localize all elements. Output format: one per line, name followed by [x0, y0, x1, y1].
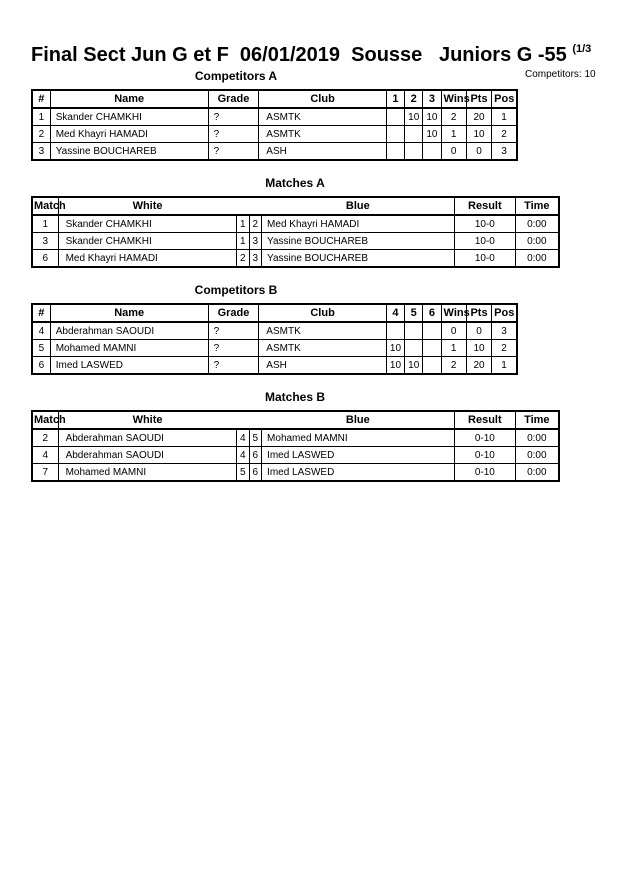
title-text: Final Sect Jun G et F 06/01/2019 Sousse Juniors G -55 [31, 44, 567, 66]
column-header: Time [515, 411, 559, 429]
table-cell: Skander CHAMKHI [58, 233, 236, 250]
column-header: # [32, 90, 50, 108]
table-row [32, 340, 517, 357]
column-header: Pts [466, 304, 491, 322]
column-header: Result [455, 197, 516, 215]
column-header: White [58, 197, 236, 215]
table-cell: 3 [32, 143, 50, 161]
table-cell: 2 [32, 429, 58, 447]
table-cell: 3 [249, 250, 262, 268]
matches-b-table [31, 410, 560, 482]
table-cell: 1 [492, 357, 517, 375]
table-cell: ? [208, 322, 259, 340]
table-cell: 4 [237, 429, 250, 447]
table-row [32, 464, 559, 482]
table-cell: Imed LASWED [50, 357, 208, 375]
column-header: Blue [262, 411, 455, 429]
table-cell: ASMTK [259, 340, 387, 357]
table-cell: 0 [466, 143, 491, 161]
table-cell: Skander CHAMKHI [50, 108, 208, 126]
table-cell: Med Khayri HAMADI [262, 215, 455, 233]
competitors-a-table [31, 89, 518, 161]
table-cell: ? [208, 126, 259, 143]
column-header: Club [259, 90, 387, 108]
table-cell: 6 [32, 357, 50, 375]
competitors-b-title: Competitors B [194, 283, 278, 297]
table-cell: 2 [249, 215, 262, 233]
column-header: Match [32, 411, 58, 429]
column-header: Result [455, 411, 516, 429]
competitors-b-table [31, 303, 518, 375]
table-row [32, 250, 559, 268]
table-cell: 4 [32, 447, 58, 464]
column-header: Name [50, 90, 208, 108]
table-cell [423, 357, 441, 375]
table-cell [423, 340, 441, 357]
table-cell: 2 [492, 126, 517, 143]
matches-a-title: Matches A [265, 176, 325, 190]
table-cell: 7 [32, 464, 58, 482]
table-cell: 0:00 [515, 250, 559, 268]
table-cell: 6 [249, 464, 262, 482]
table-cell: 0:00 [515, 233, 559, 250]
table-cell: 5 [249, 429, 262, 447]
column-header: 4 [386, 304, 404, 322]
table-cell: ? [208, 357, 259, 375]
table-cell: 4 [32, 322, 50, 340]
table-cell: 10 [423, 126, 441, 143]
table-cell [405, 143, 423, 161]
table-cell: ? [208, 143, 259, 161]
column-header: Name [50, 304, 208, 322]
column-header: Pts [466, 90, 491, 108]
table-cell: 5 [237, 464, 250, 482]
table-cell: 3 [32, 233, 58, 250]
table-cell: Yassine BOUCHAREB [262, 233, 455, 250]
table-cell: 0 [466, 322, 491, 340]
table-cell: 1 [237, 215, 250, 233]
table-cell: Yassine BOUCHAREB [50, 143, 208, 161]
table-cell: 2 [441, 108, 466, 126]
table-cell: 10-0 [455, 250, 516, 268]
table-cell: 10 [466, 340, 491, 357]
table-row [32, 215, 559, 233]
header-row [32, 304, 517, 322]
column-header: 5 [405, 304, 423, 322]
table-row [32, 108, 517, 126]
column-header [237, 197, 250, 215]
column-header: 6 [423, 304, 441, 322]
table-cell [423, 143, 441, 161]
table-cell: Abderahman SAOUDI [58, 447, 236, 464]
column-header: # [32, 304, 50, 322]
table-cell: ? [208, 340, 259, 357]
header-row [32, 411, 559, 429]
table-cell [386, 108, 404, 126]
table-cell [386, 143, 404, 161]
matches-a-table [31, 196, 560, 268]
table-cell [386, 126, 404, 143]
table-cell: 10 [386, 357, 404, 375]
table-cell [386, 322, 404, 340]
table-cell: 10 [423, 108, 441, 126]
table-cell: 20 [466, 357, 491, 375]
page-title [31, 44, 591, 67]
table-cell: 2 [32, 126, 50, 143]
page-indicator: (1/3 [572, 43, 592, 55]
table-cell: 10 [466, 126, 491, 143]
table-cell: 6 [249, 447, 262, 464]
table-cell [405, 340, 423, 357]
table-cell: 0:00 [515, 215, 559, 233]
table-cell: Mohamed MAMNI [262, 429, 455, 447]
table-cell: 0:00 [515, 464, 559, 482]
column-header: Wins [441, 90, 466, 108]
column-header: 1 [386, 90, 404, 108]
table-cell: 6 [32, 250, 58, 268]
table-cell: Skander CHAMKHI [58, 215, 236, 233]
table-cell: 1 [237, 233, 250, 250]
table-row [32, 233, 559, 250]
table-cell: 1 [441, 340, 466, 357]
table-row [32, 322, 517, 340]
table-cell: 10 [405, 108, 423, 126]
table-cell: 10-0 [455, 233, 516, 250]
table-cell: Med Khayri HAMADI [58, 250, 236, 268]
table-cell: 0-10 [455, 429, 516, 447]
table-cell: 1 [441, 126, 466, 143]
column-header: 2 [405, 90, 423, 108]
matches-b-title: Matches B [264, 390, 326, 404]
table-cell [405, 322, 423, 340]
table-cell: 0-10 [455, 464, 516, 482]
table-cell: ? [208, 108, 259, 126]
table-row [32, 357, 517, 375]
column-header [237, 411, 250, 429]
table-cell: 0:00 [515, 429, 559, 447]
table-cell: 10 [386, 340, 404, 357]
table-cell: 0:00 [515, 447, 559, 464]
header-row [32, 90, 517, 108]
competitors-count: Competitors: 10 [525, 69, 596, 80]
table-cell [423, 322, 441, 340]
column-header: Time [515, 197, 559, 215]
table-cell: Imed LASWED [262, 464, 455, 482]
competitors-a-title: Competitors A [194, 69, 278, 83]
column-header: 3 [423, 90, 441, 108]
table-cell: 1 [492, 108, 517, 126]
table-cell: 1 [32, 108, 50, 126]
table-cell: Yassine BOUCHAREB [262, 250, 455, 268]
column-header: Club [259, 304, 387, 322]
table-cell: 0 [441, 143, 466, 161]
table-cell: Imed LASWED [262, 447, 455, 464]
table-cell: Abderahman SAOUDI [50, 322, 208, 340]
table-cell: Abderahman SAOUDI [58, 429, 236, 447]
column-header: Pos [492, 90, 517, 108]
table-cell: 5 [32, 340, 50, 357]
table-cell: 1 [32, 215, 58, 233]
header-row [32, 197, 559, 215]
table-cell: ASMTK [259, 108, 387, 126]
column-header: Match [32, 197, 58, 215]
table-cell: 3 [492, 322, 517, 340]
table-cell: 4 [237, 447, 250, 464]
table-cell: 10 [405, 357, 423, 375]
table-cell [405, 126, 423, 143]
column-header [249, 197, 262, 215]
table-cell: Mohamed MAMNI [50, 340, 208, 357]
table-cell: Med Khayri HAMADI [50, 126, 208, 143]
table-cell: ASH [259, 143, 387, 161]
table-row [32, 143, 517, 161]
table-cell: 2 [492, 340, 517, 357]
table-cell: Mohamed MAMNI [58, 464, 236, 482]
column-header: Wins [441, 304, 466, 322]
table-cell: ASMTK [259, 126, 387, 143]
column-header: Grade [208, 304, 259, 322]
table-cell: 10-0 [455, 215, 516, 233]
table-cell: ASMTK [259, 322, 387, 340]
table-row [32, 429, 559, 447]
table-cell: 2 [237, 250, 250, 268]
table-cell: 0 [441, 322, 466, 340]
table-cell: 2 [441, 357, 466, 375]
table-row [32, 447, 559, 464]
column-header [249, 411, 262, 429]
table-cell: 20 [466, 108, 491, 126]
table-cell: 3 [249, 233, 262, 250]
column-header: Blue [262, 197, 455, 215]
column-header: Grade [208, 90, 259, 108]
table-cell: 0-10 [455, 447, 516, 464]
column-header: White [58, 411, 236, 429]
table-cell: ASH [259, 357, 387, 375]
column-header: Pos [492, 304, 517, 322]
table-row [32, 126, 517, 143]
table-cell: 3 [492, 143, 517, 161]
